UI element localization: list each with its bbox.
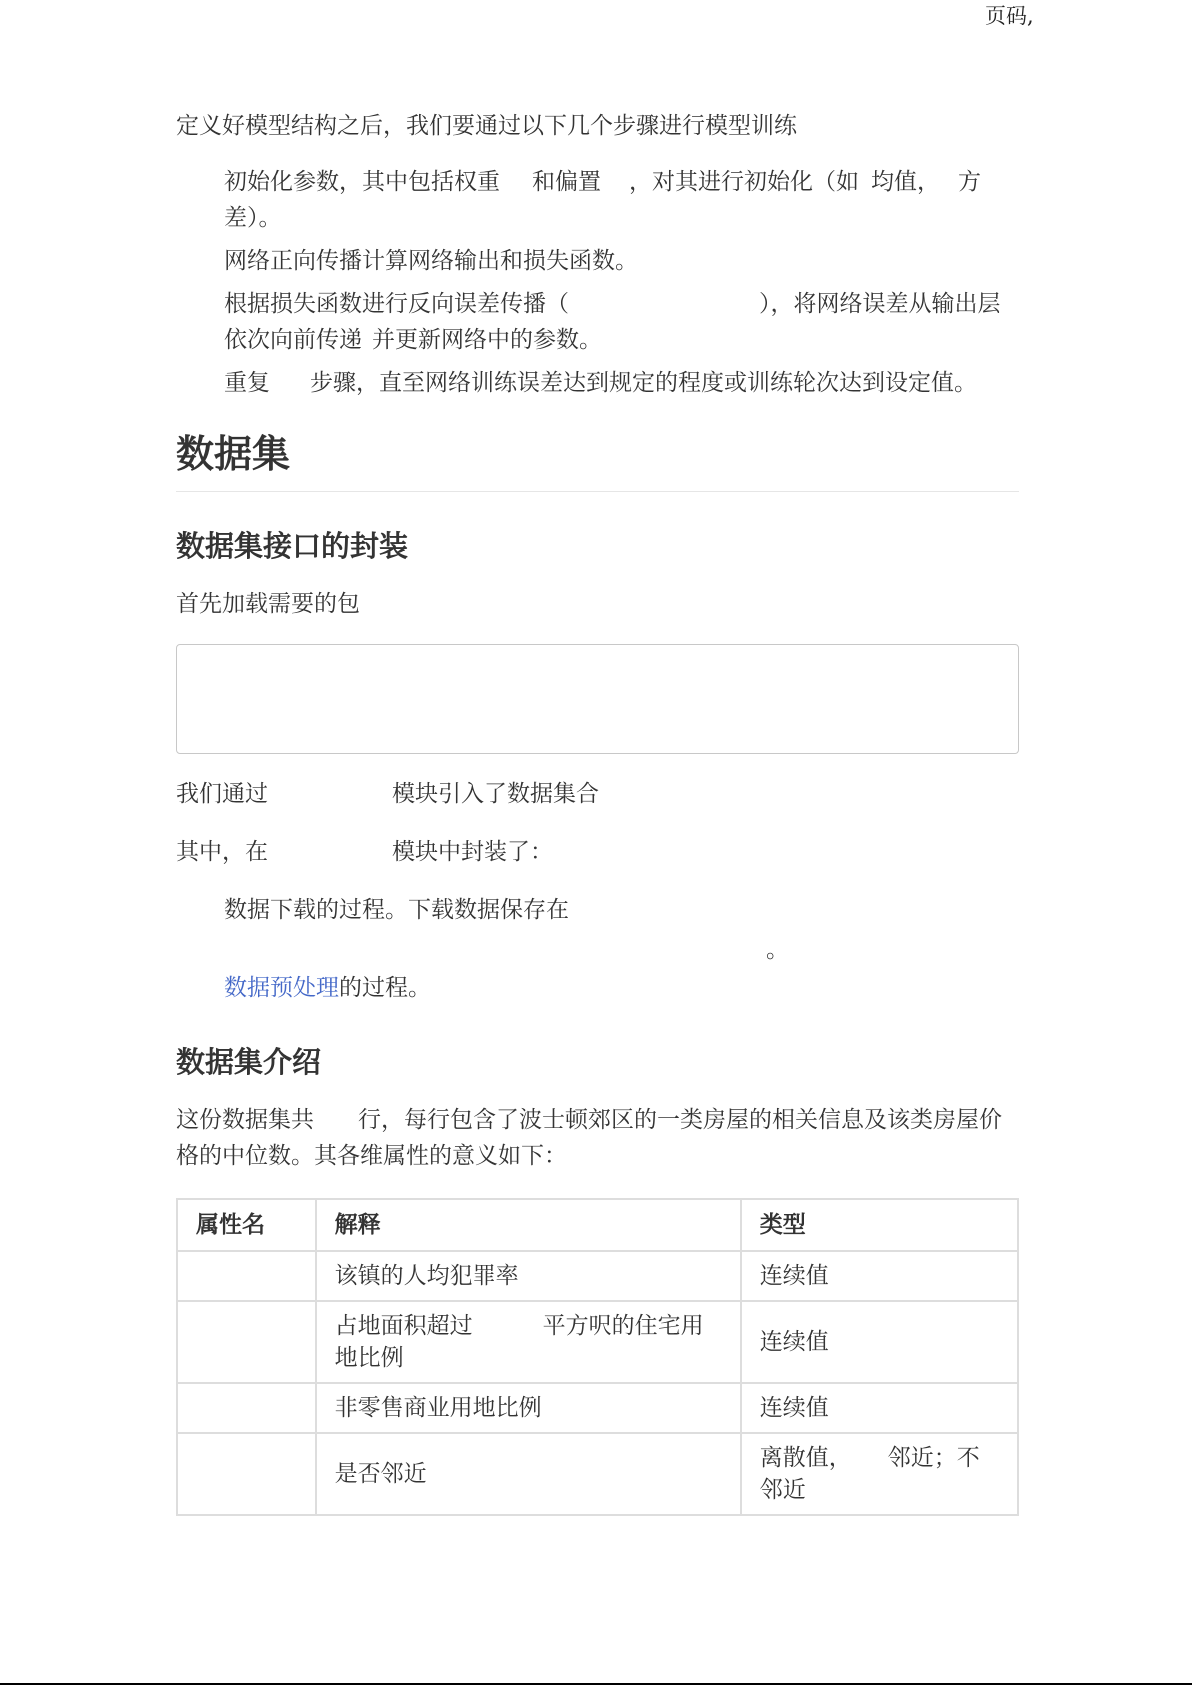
table-row — [177, 1251, 1018, 1301]
wrap-list-2 — [176, 970, 1019, 1006]
attribute-table — [176, 1198, 1019, 1516]
wrap-text-a: 其中，在 — [176, 839, 268, 865]
step-1 — [224, 164, 1019, 236]
code-block — [176, 644, 1019, 754]
step-3 — [224, 286, 1019, 358]
bullet-download: 数据下载的过程。下载数据保存在 — [224, 897, 569, 923]
cell-explanation-a: 占地面积超过 — [334, 1313, 473, 1339]
wrap-text-b: 模块中封装了： — [392, 839, 553, 865]
cell-type: 连续值 — [741, 1251, 1018, 1301]
subsection-title-intro: 数据集介绍 — [176, 1045, 322, 1079]
table-header-row — [177, 1199, 1018, 1251]
document-body — [176, 108, 1019, 1516]
step-4-text-a: 重复 — [224, 370, 270, 396]
wrap-list — [176, 892, 1019, 928]
step-1-text-e: 方差）。 — [224, 169, 981, 231]
header-explanation: 解释 — [316, 1199, 741, 1251]
section-title-dataset: 数据集 — [176, 429, 1019, 492]
import-text-a: 我们通过 — [176, 781, 268, 807]
intro-paragraph: 定义好模型结构之后，我们要通过以下几个步骤进行模型训练 — [176, 113, 797, 139]
step-1-text-a: 初始化参数，其中包括权重 — [224, 169, 500, 195]
page-number: 页码, — [985, 4, 1034, 28]
cell-explanation: 非零售商业用地比例 — [316, 1383, 741, 1433]
import-text-b: 模块引入了数据集合 — [392, 781, 599, 807]
cell-type: 连续值 — [741, 1383, 1018, 1433]
step-4 — [224, 365, 1019, 401]
preprocess-rest: 的过程。 — [339, 975, 431, 1001]
header-attr-name: 属性名 — [177, 1199, 316, 1251]
step-1-text-c: ，对其进行初始化（如 — [629, 169, 859, 195]
step-3-text-c: 并更新网络中的参数。 — [372, 327, 602, 353]
dataset-description-b: 行，每行包含了波士顿郊区的一类房屋的相关信息及该类房屋价格的中位数。其各维属性的意义如下： — [176, 1107, 1002, 1169]
step-4-text-b: 步骤，直至网络训练误差达到规定的程度或训练轮次达到设定值。 — [310, 370, 977, 396]
bullet-download-period: 。 — [766, 937, 789, 963]
cell-type-b: 邻近；不邻近 — [759, 1445, 980, 1503]
step-3-text-b: ），将网络误差从输出层依次向前传递 — [224, 291, 1001, 353]
training-steps-list — [176, 164, 1019, 401]
subsection-title-interface: 数据集接口的封装 — [176, 529, 409, 563]
preprocess-link[interactable]: 数据预处理 — [224, 975, 339, 1001]
import-text — [176, 776, 1019, 812]
bullet-preprocess — [224, 970, 1019, 1006]
cell-explanation: 是否邻近 — [316, 1433, 741, 1515]
wrap-text — [176, 834, 1019, 870]
cell-attr-name — [177, 1383, 316, 1433]
step-3-text-a: 根据损失函数进行反向误差传播（ — [224, 291, 569, 317]
cell-explanation — [316, 1301, 741, 1383]
cell-explanation: 该镇的人均犯罪率 — [316, 1251, 741, 1301]
cell-attr-name — [177, 1251, 316, 1301]
cell-type — [741, 1433, 1018, 1515]
step-1-text-b: 和偏置 — [532, 169, 601, 195]
table-row — [177, 1383, 1018, 1433]
table-row — [177, 1301, 1018, 1383]
header-type: 类型 — [741, 1199, 1018, 1251]
dataset-description — [176, 1102, 1019, 1174]
cell-attr-name — [177, 1433, 316, 1515]
cell-explanation-b: 平方呎的住宅用地比例 — [334, 1313, 704, 1371]
load-packages-text: 首先加载需要的包 — [176, 591, 360, 617]
cell-type: 连续值 — [741, 1301, 1018, 1383]
cell-type-a: 离散值， — [759, 1445, 852, 1471]
dataset-description-a: 这份数据集共 — [176, 1107, 314, 1133]
cell-attr-name — [177, 1301, 316, 1383]
step-2: 网络正向传播计算网络输出和损失函数。 — [224, 248, 638, 274]
table-row — [177, 1433, 1018, 1515]
step-1-text-d: 均值， — [871, 169, 940, 195]
